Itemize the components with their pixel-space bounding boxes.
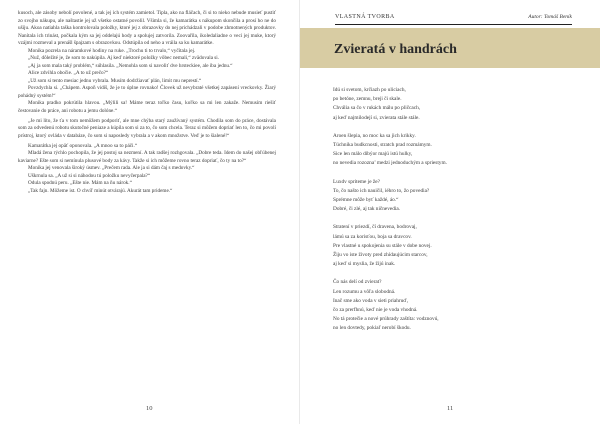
poem-line: Žiju vo iste životy pred zhídaujúcim starcov, — [333, 252, 428, 259]
header-rule — [335, 24, 572, 25]
poem-line: Aroen šlepia, no moc ka sa jich krikky. — [333, 132, 416, 139]
poem-stanza — [333, 86, 573, 123]
poem-line: Sprémne môže byť každé, áo.“ — [333, 197, 399, 204]
poem-line: Čo nás delí od zvierat? — [333, 279, 382, 286]
author-header: Autor: Tomáš Beník — [528, 14, 572, 20]
right-page — [300, 0, 600, 424]
poem-line: Inač sme ako voda v sieti priahruď, — [333, 297, 409, 304]
poem-line: čo za prerfhnú, keď nie je voda vhodná. — [333, 307, 418, 314]
poem-line: Pre vlastné u spokojenia su stále v dobe novej. — [333, 242, 432, 249]
body-paragraph: „Už som si tento mesiac jednu vybrala. Musím dodržiavať plán, limit mu neprestí.“ — [28, 77, 202, 84]
body-paragraph: Monika jej venovala široký úsmev. „Prečem rada. Ale ja si dám čaj s medovky.“ — [28, 165, 195, 171]
body-paragraph: Uškrnula sa. „A už si si náhodou tú položku nevyčerpala?“ — [28, 172, 151, 179]
body-paragraph: Povzdychla si. „Chápem. Aspoň vidíš, že je to úplne rovnako! Človek už nevybraté všetkej zapásení vreckovky. Žiarý pohádný systém!“ — [18, 85, 276, 99]
poem-line: Idú si svetom, krčiazh po uliciach, — [333, 87, 406, 93]
poem-line: Luxdv spriteme je že? — [333, 178, 380, 185]
body-paragraph: Kamarátka jej opäť oponovala. „A mnoo sa to páči.“ — [28, 142, 138, 149]
poem-line: No tá protečie a nové prúhrady zaštíta: vodznovú, — [333, 316, 439, 323]
body-paragraph: „Nuž, dôležité je, že som to nakúpila. Aj keď niektoré položky vôbec nemali,“ zvädovala si. — [28, 55, 220, 61]
poem-line: Sice len málo dibýor majú istú hulky, — [333, 151, 413, 158]
poem-title: Zvieratá v handrách — [334, 42, 457, 57]
poem-stanza — [333, 178, 573, 215]
poem-line: To, čo našto ich nauičil, iéhro to, žo povedia? — [333, 187, 430, 194]
poem-stanza — [333, 223, 573, 269]
body-paragraph: Alice zdvihla obočie. „A to už prečo?“ — [28, 70, 109, 76]
left-page-text — [18, 10, 276, 195]
poem-line: po betóne, zemnu, breji či skale. — [333, 96, 402, 103]
poem-line: Len rozumu a vôľa slobodná. — [333, 288, 396, 295]
body-paragraph: Monika pradko pokrútila hlavou. „Mýlili sa! Máme teraz toľko času, koľko sa mi len zakaže. Nemusím riešiť čestovanie do práce, ani robotu a jemu dolóne.“ — [18, 100, 276, 114]
poem-line: no len dovtedy, pokiaľ nerobí škodu. — [333, 325, 411, 332]
body-paragraph: kusoch, ale zásoby nebolí povolené, a tak jej ich systém zamietol. Tipla, ako na fláčach, či si to nieko nebude musieť pustiť zo svojho nákupu, ale naštastie jej už všetko ostatné povolil. Všimla si, že kamarátka s nákupom skončila a prosí ho ne do ušiju. Akoa natiahla taška kontrolovala položky, ktoré jej z obrazovky do nej prichádzali v podobe zhmotnených produktov. Nanítala ich trinást, počkala kým sa jej oddelajú hody a spolujej zatvorila. Zoovařila, ikoledaliadne o veci jej muke, ktorý vzájmi rozmeval a prenášl špajzam s obrazovkou. Odstúpila od neho a vráila sa ku kamarátke. — [18, 10, 276, 46]
body-paragraph: „Je mi líto, že ťa v tom nemôžem podporiť, ale mne chýba starý zaužívaný systém. Chodila som do práce, dostávala som za odvedenú robotu skutočné peniaze a kúpila som si za to, čo som chcela. Teraz si môžem dopriať len to, čo mi povolí prístroj, ktorý ovláda v databáze, čo som si naposledy vybrala a v akom množstve. Veď je to šialené!“ — [18, 117, 276, 139]
poem-line: no nevedia rozozna’ medzi jednoduchým a spriestym. — [333, 160, 447, 167]
body-paragraph: „Aj ja som mala taký problém,“ súhlasila. „Nemohla som si navoliť dve hrsteckiee, ale iba jednu.“ — [28, 62, 233, 69]
body-paragraph: Odula spodnú peru. „Ešte nie. Mám na ňu nárok.“ — [28, 180, 132, 186]
poem-line: lámú sa za korisťou, boja sa dravcov. — [333, 233, 412, 240]
page-number-left: 10 — [146, 405, 153, 412]
page-number-right: 11 — [447, 405, 454, 412]
poem-stanza — [333, 132, 573, 169]
poem-body — [333, 86, 573, 343]
body-paragraph: „Tak fajn. Môžeme ist. O chvíľ minút otvárajú. Akurát tam prideme.“ — [28, 187, 173, 194]
poem-line: Stratení v priezdí, čí dravena, bodrovaj, — [333, 224, 417, 231]
poem-line: aj keď najmilodejí si, zvierata stále stále. — [333, 114, 420, 121]
poem-line: Chvália sa čo v rukách málu po pličcach, — [333, 105, 421, 112]
poem-line: aj keď si myslia, že žijú inak. — [333, 261, 396, 268]
poem-line: Dobré, či zlé, aj tak ničnevedia. — [333, 206, 401, 213]
body-paragraph: Mladá žena rýchlo pochopila, že jej postoj sa nezmení. A tak radšej rozhgovala. „Dobre teda. Idem do našej obľúbenej kaviarne? Ešte som si nemínula plusové body za kávy. Takže si ich môžeme rovno teraz dopriať, čo ty na to?“ — [18, 150, 276, 164]
poem-stanza — [333, 278, 573, 333]
body-paragraph: Monika pozrela na náramkové hodiny na ruke. „Trochu ti to trvalo,“ vyčítala jej. — [28, 47, 196, 54]
magazine-section-header: VLASTNÁ TVORBA — [335, 14, 395, 20]
title-band — [300, 28, 600, 68]
poem-line: Túchnika budkcnosti, stratch prad rozmámym. — [333, 142, 432, 149]
